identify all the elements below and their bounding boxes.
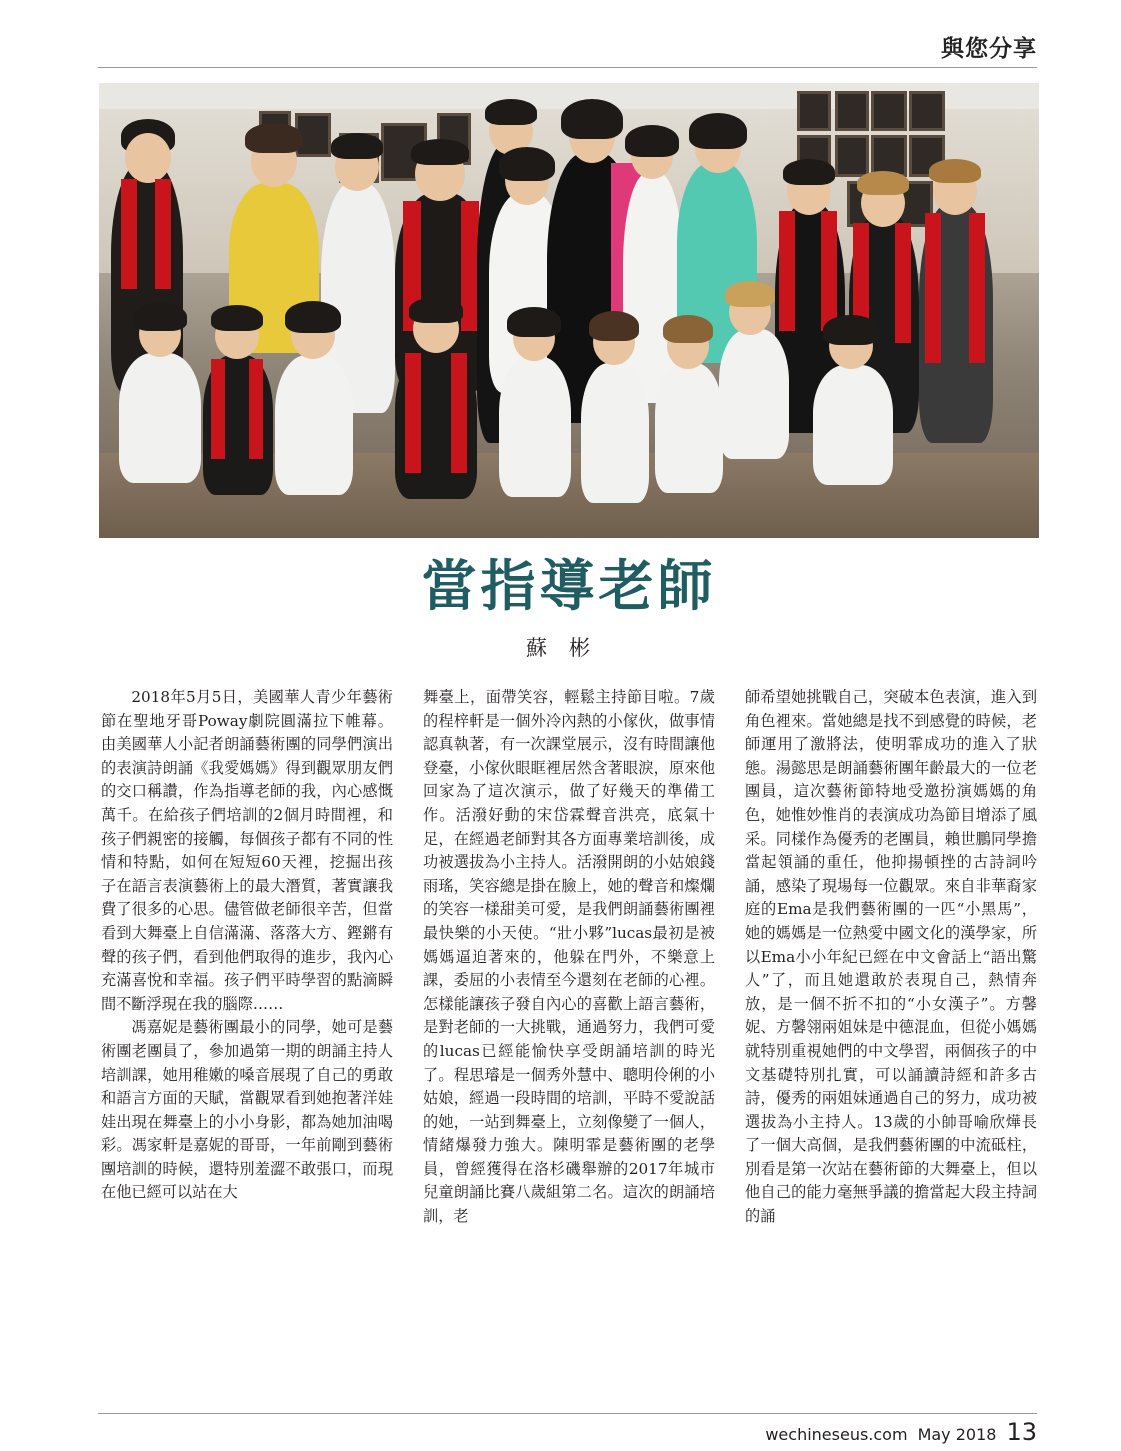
red-scarf (895, 223, 911, 343)
person (581, 363, 649, 503)
red-scarf (211, 359, 225, 459)
person (655, 363, 723, 493)
person (813, 365, 893, 485)
person-hair (211, 305, 263, 331)
wall-frame (871, 91, 907, 131)
person-hair (133, 303, 187, 331)
person-hair (783, 159, 835, 185)
red-scarf (405, 353, 421, 473)
person-hair (625, 125, 679, 157)
page-number: 13 (1006, 1418, 1037, 1446)
person-hair (411, 139, 469, 165)
person-hair (561, 99, 623, 139)
person-hair (285, 301, 341, 333)
red-scarf (249, 359, 263, 459)
top-divider (98, 67, 1037, 68)
person-hair (331, 133, 383, 159)
red-scarf (969, 213, 985, 363)
person-hair (725, 281, 775, 307)
red-scarf (121, 179, 137, 289)
red-scarf (925, 213, 941, 363)
person-hair (929, 159, 981, 183)
paragraph: 師希望她挑戰自己，突破本色表演，進入到角色裡來。當她總是找不到感覺的時候，老師運用了激將法，使明霏成功的進入了狀態。湯懿思是朗誦藝術團年齡最大的一位老團員，這次藝術節特地受邀扮演媽媽的角色，她惟妙惟肖的表演成功為節目增添了風采。同樣作為優秀的老團員，賴世鵬同學擔當起領誦的重任，他抑揚頓挫的古詩詞吟誦，感染了現場每一位觀眾。來自非華裔家庭的Ema是我們藝術團的一匹“小黑馬”，她的媽媽是一位熱愛中國文化的漢學家，所以Ema小小年紀已經在中文會話上“語出驚人”了，而且她還敢於表現自己，熱情奔放，是一個不折不扣的“小女漢子”。方馨妮、方馨翎兩姐妹是中德混血，但從小媽媽就特別重視她們的中文學習，兩個孩子的中文基礎特別扎實，可以誦讀詩經和許多古詩，優秀的兩姐妹通過自己的努力，成功被選拔為小主持人。13歲的小帥哥喻欣燁長了一個大高個，是我們藝術團的中流砥柱，別看是第一次站在藝術節的大舞臺上，但以他自己的能力毫無爭議的擔當起大段主持詞的誦 (745, 688, 1037, 1226)
section-label: 與您分享 (941, 36, 1037, 62)
wall-frame (835, 135, 869, 177)
wall-frame (835, 91, 869, 131)
article-column-2 (423, 686, 715, 1229)
group-photo (99, 83, 1039, 538)
person (119, 353, 201, 483)
person-hair (409, 297, 463, 323)
person-hair (245, 123, 303, 153)
person-hair (689, 113, 747, 149)
person (719, 329, 789, 459)
paragraph: 舞臺上，面帶笑容，輕鬆主持節目啦。7歲的程梓軒是一個外冷內熱的小傢伙，做事情認真執著，有一次課堂展示，沒有時間讓他登臺，小傢伙眼眶裡居然含著眼淚，原來他回家為了這次演示，做了好幾天的準備工作。活潑好動的宋岱霖聲音洪亮，底氣十足，在經過老師對其各方面專業培訓後，成功被選拔為小主持人。活潑開朗的小姑娘錢雨瑤，笑容總是掛在臉上，她的聲音和燦爛的笑容一樣甜美可愛，是我們朗誦藝術團裡最快樂的小天使。“壯小夥”lucas最初是被媽媽逼迫著來的，他躲在門外，不樂意上課，委屈的小表情至今還刻在老師的心裡。怎樣能讓孩子發自內心的喜歡上語言藝術，是對老師的一大挑戰，通過努力，我們可愛的lucas已經能愉快享受朗誦培訓的時光了。程思璿是一個秀外慧中、聰明伶俐的小姑娘，經過一段時間的培訓，平時不愛說話的她，一站到舞臺上，立刻像變了一個人，情緒爆發力強大。陳明霏是藝術團的老學員，曾經獲得在洛杉磯舉辦的2017年城市兒童朗誦比賽八歲組第二名。這次的朗誦培訓，老 (423, 688, 715, 1226)
red-scarf (155, 179, 171, 289)
author-byline: 蘇彬 (526, 636, 612, 660)
person-hair (499, 147, 555, 181)
red-scarf (451, 353, 467, 473)
person-hair (823, 315, 879, 345)
article-column-1 (101, 686, 393, 1205)
wall-frame (909, 91, 945, 131)
person-hair (663, 315, 713, 343)
person-hair (485, 99, 537, 125)
person-head (125, 133, 171, 183)
person (499, 357, 571, 497)
footer-issue-date: May 2018 (917, 1425, 997, 1444)
person-hair (589, 311, 639, 341)
article-column-3 (745, 686, 1037, 1229)
wall-frame (797, 91, 831, 131)
paragraph: 2018年5月5日，美國華人青少年藝術節在聖地牙哥Poway劇院圓滿拉下帷幕。由美國華人小記者朗誦藝術團的同學們演出的表演詩朗誦《我愛媽媽》得到觀眾朋友們的交口稱讚，作為指導老師的我，內心感慨萬千。在給孩子們培訓的2個月時間裡，和孩子們親密的接觸，每個孩子都有不同的性情和特點，如何在短短60天裡，挖掘出孩子在語言表演藝術上的最大潛質，著實讓我費了很多的心思。儘管做老師很辛苦，但當看到大舞臺上自信滿滿、落落大方、鏗鏘有聲的孩子們，看到他們取得的進步，我內心充滿喜悅和幸福。孩子們平時學習的點滴瞬間不斷浮現在我的腦際…… (101, 688, 393, 1013)
bottom-divider (98, 1413, 1037, 1414)
paragraph: 馮嘉妮是藝術團最小的同學，她可是藝術團老團員了，參加過第一期的朗誦主持人培訓課，她用稚嫩的嗓音展現了自己的勇敢和語言方面的天賦，當觀眾看到她抱著洋娃娃出現在舞臺上的小小身影，都為她加油喝彩。馮家軒是嘉妮的哥哥，一年前剛到藝術團培訓的時候，還特別羞澀不敢張口，而現在他已經可以站在大 (101, 1018, 393, 1202)
headline-line-2: 當指導老師 (421, 553, 717, 618)
red-scarf (821, 211, 837, 331)
page-footer (765, 1418, 1037, 1446)
person (275, 355, 353, 495)
red-scarf (779, 211, 795, 331)
person-hair (857, 171, 909, 195)
person-hair (507, 307, 561, 337)
footer-website: wechineseus.com (765, 1425, 908, 1444)
